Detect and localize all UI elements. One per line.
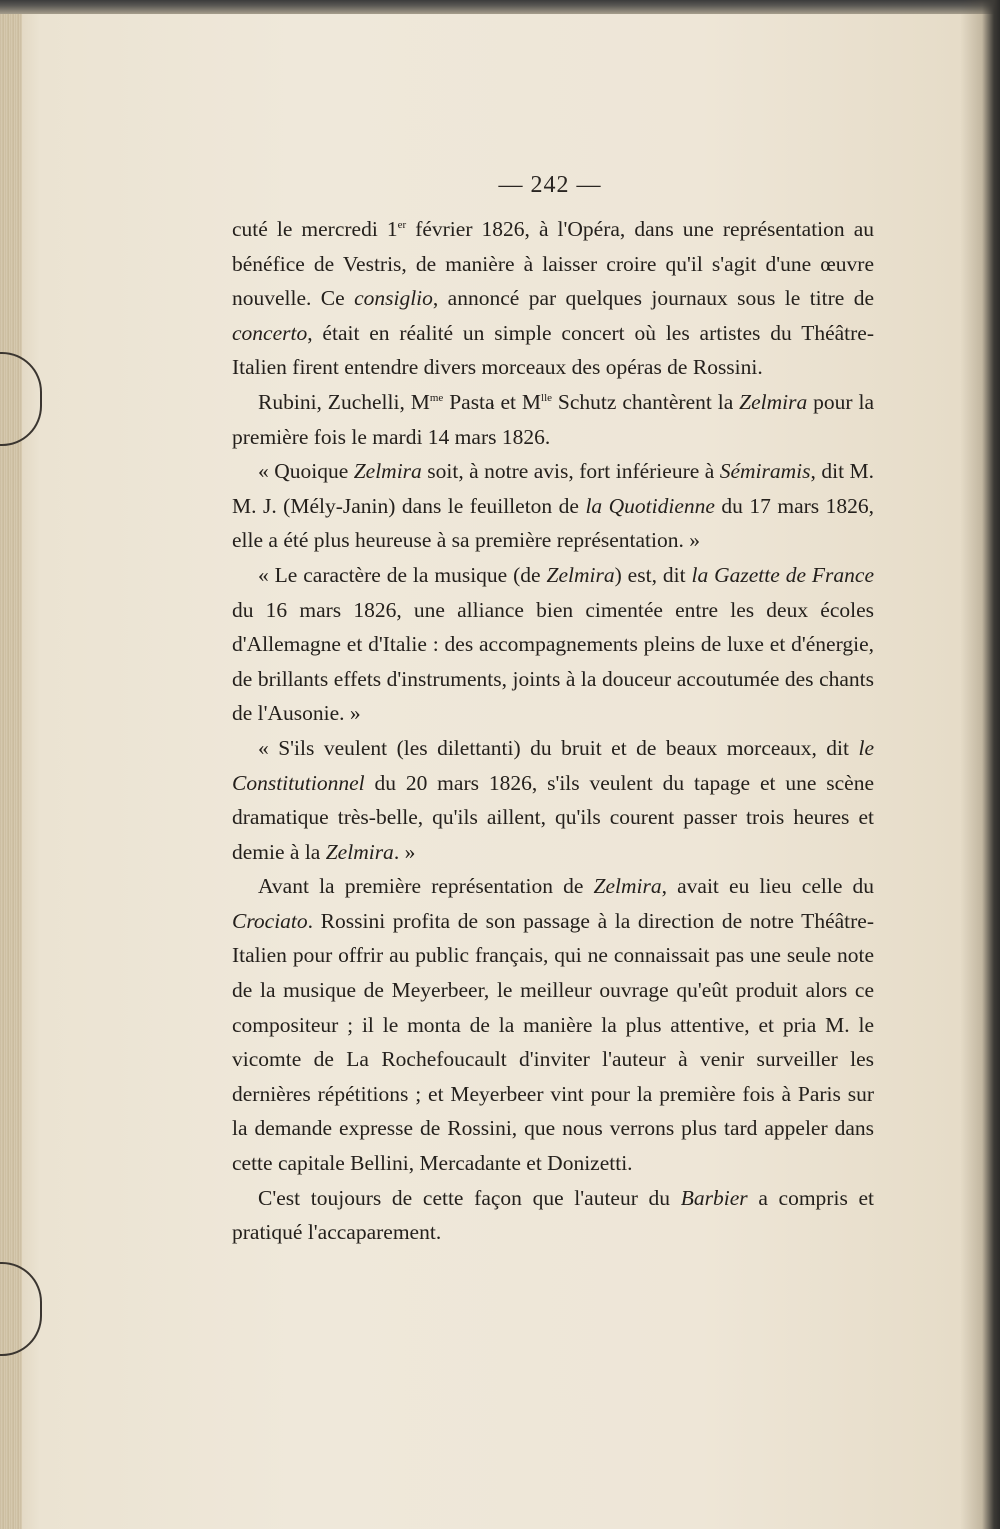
text-run: Pasta et M bbox=[443, 389, 542, 414]
text-run: « S'ils veulent (les dilettanti) du bruit et de beaux morceaux, dit bbox=[258, 735, 859, 760]
paragraph bbox=[232, 454, 874, 558]
text-run: . » bbox=[393, 839, 416, 864]
italic-text: Sémiramis bbox=[719, 459, 811, 484]
italic-text: Zelmira bbox=[325, 839, 394, 864]
paragraph bbox=[232, 212, 874, 385]
italic-text: la Gazette de France bbox=[691, 562, 875, 587]
scan-top-border bbox=[0, 0, 1000, 14]
text-run: cuté le mercredi 1 bbox=[232, 217, 398, 241]
text-run: , annoncé par quelques journaux sous le titre de bbox=[432, 286, 874, 311]
body-text bbox=[232, 212, 874, 1250]
text-run: a compris et pratiqué l'accaparement. bbox=[232, 1185, 875, 1245]
text-run: soit, à notre avis, fort inférieure à bbox=[421, 459, 720, 484]
italic-text: Zelmira bbox=[593, 874, 662, 899]
paragraph bbox=[232, 731, 874, 869]
italic-text: Barbier bbox=[680, 1185, 748, 1210]
text-run: du 20 mars 1826, s'ils veulent du tapage et une scène dramatique très-belle, qu'ils aillent, qu'ils courent passer trois heures et demie à la bbox=[232, 770, 874, 864]
italic-text: la Quotidienne bbox=[585, 493, 715, 518]
text-run: , avait eu lieu celle du bbox=[661, 874, 874, 899]
paragraph bbox=[232, 1181, 874, 1250]
text-run: ) est, dit bbox=[614, 562, 692, 587]
paragraph bbox=[232, 385, 874, 454]
text-run: Avant la première représentation de bbox=[258, 874, 594, 899]
paragraph bbox=[232, 869, 874, 1180]
italic-text: Zelmira bbox=[546, 562, 615, 587]
text-run: « Le caractère de la musique (de bbox=[258, 562, 547, 587]
page-number: — 242 — bbox=[498, 172, 602, 198]
italic-text: Zelmira bbox=[739, 389, 808, 414]
italic-text: concerto bbox=[232, 320, 308, 345]
text-run: , dit M. M. J. (Mély-Janin) dans le feuilleton de bbox=[232, 459, 874, 518]
text-run: C'est toujours de cette façon que l'auteur du bbox=[258, 1185, 681, 1210]
italic-text: Zelmira bbox=[353, 459, 422, 484]
text-run: . Rossini profita de son passage à la direction de notre Théâtre-Italien pour offrir au public français, qui ne connaissait pas une seule note de la musique de Meyerbeer, le meilleur ouvrage qu'eût produit alors ce compositeur ; il le monta de la manière la plus attentive, et pria M. le vicomte de La Rochefoucault d'inviter l'auteur à venir surveiller les dernières répétitions ; et Meyerbeer vint pour la première fois à Paris sur la demande expresse de Rossini, que nous verrons plus tard appeler dans cette capitale Bellini, Mercadante et Donizetti. bbox=[232, 908, 874, 1176]
text-run: Rubini, Zuchelli, M bbox=[258, 389, 430, 414]
text-run: « Quoique bbox=[258, 459, 354, 484]
superscript: er bbox=[397, 218, 407, 231]
italic-text: consiglio bbox=[354, 286, 433, 311]
text-run: du 16 mars 1826, une alliance bien cimentée entre les deux écoles d'Allemagne et d'Italie : des accompagnements pleins de luxe et d'énergie, de brillants effets d'instruments, joints à la douceur accoutumée des chants de l'Ausonie. » bbox=[232, 597, 874, 726]
text-run: Schutz chantèrent la bbox=[552, 389, 740, 414]
paragraph bbox=[232, 558, 874, 731]
superscript: lle bbox=[541, 391, 553, 404]
text-run: du 17 mars 1826, elle a été plus heureuse à sa première représentation. » bbox=[232, 493, 874, 553]
italic-text: Crociato bbox=[232, 908, 308, 933]
scan-gutter-shadow bbox=[960, 0, 1000, 1529]
text-run: février 1826, à l'Opéra, dans une représentation au bénéfice de Vestris, de manière à laisser croire qu'il s'agit d'une œuvre nouvelle. Ce bbox=[232, 217, 874, 311]
text-run: pour la première fois le mardi 14 mars 1826. bbox=[232, 389, 874, 449]
superscript: me bbox=[429, 391, 444, 404]
text-run: , était en réalité un simple concert où les artistes du Théâtre-Italien firent entendre divers morceaux des opéras de Rossini. bbox=[232, 320, 874, 380]
italic-text: le Constitutionnel bbox=[232, 735, 874, 795]
